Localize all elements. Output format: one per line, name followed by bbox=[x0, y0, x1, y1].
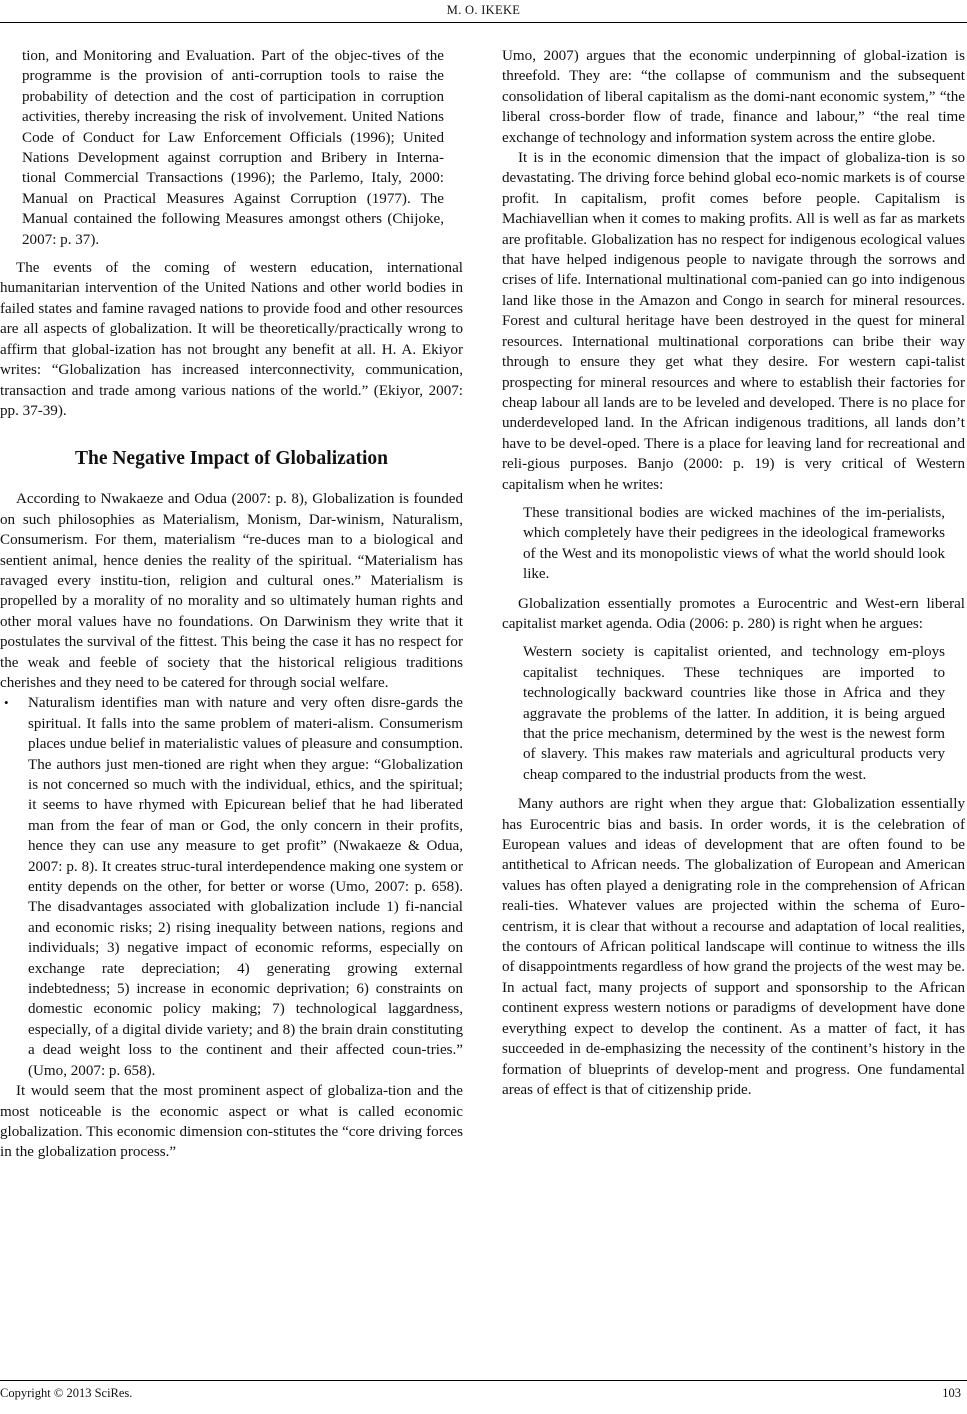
bullet-item-naturalism bbox=[0, 693, 463, 1081]
paragraph-eurocentric-bias: Many authors are right when they argue that: Globalization essentially has Eurocentric bias and basis. In order words, it is the celebration of European values and ideas of development that are often found to be antithetical to African needs. The globalization of European and American values has often played a denigrating role in the comprehension of African reali-ties. Whatever values are projected within the schema of Euro-centrism, it is clear that without a recourse and adaptation of local realities, the contours of African political landscape will continue to witness the ills of disappointments regardless of how grand the projects of the west may be. In actual fact, many projects of support and sponsorship to the African continent express western notions or paradigms of development have done everything expect to develop the continent. As a matter of fact, it has succeeded in de-emphasizing the necessity of the continent’s history in the formation of blueprints of develop-ment and progress. One fundamental areas of effect is that of citizenship pride. bbox=[502, 796, 965, 1098]
paragraph-philosophies: According to Nwakaeze and Odua (2007: p. 8), Globalization is founded on such philosophies as Materialism, Monism, Dar-winism, Naturalism, Consumerism. For them, materialism “re-duces man to a biological and sentient animal, hence denies the reality of the spiritual. “Materialism has ravaged every institu-tion, religion and cultural ones.” Materialism is propelled by a morality of no morality and so ultimately human rights and other moral values have no foundations. On Darwinism they write that it postulates the survival of the fittest. This being the case it has no respect for the weak and feeble of society that the historical religious traditions cherishes and they need to be catered for through social welfare. bbox=[0, 491, 463, 691]
page-number: 103 bbox=[942, 1386, 961, 1400]
copyright-notice: Copyright © 2013 SciRes. bbox=[0, 1386, 133, 1400]
bullet-text: Naturalism identifies man with nature and very often disre-gards the spiritual. It falls into the same problem of materi-alism. Consumerism places undue belief in materialistic values of pleasure and consumption. The authors just men-tioned are right when they argue: “Globalization is not concerned so much with the individual, ethics, and the spiritual; it seems to have rhymed with Epicurean belief that he had liberated man from the fear of man or God, the only concern in their profits, hence they can use any measure to get profit” (Nwakaeze & Odua, 2007: p. 8). It creates struc-tural interdependence making one system or entity depends on the other, for better or worse (Umo, 2007: p. 658). The disadvantages associated with globalization include 1) fi-nancial and economic risks; 2) rising inequality between nations, regions and individuals; 3) negative impact of economic reforms, especially on exchange rate depreciation; 4) generating growing external indebtedness; 5) increase in economic deprivation; 6) constraints on domestic economic policy making; 7) technological laggardness, especially, of a digital divide variety; and 8) the brain drain constituting a dead weight loss to the continent and their affected coun-tries.” (Umo, 2007: p. 658). bbox=[28, 695, 463, 1079]
paragraph-benefits: The events of the coming of western education, international humanitarian intervention of the United Nations and other world bodies in failed states and famine ravaged nations to provide food and other resources are all aspects of globalization. It will be theoretically/practically wrong to affirm that global-ization has not brought any benefit at all. H. A. Ekiyor writes: “Globalization has increased interconnectivity, communication, transaction and trade among various nations of the world.” (Ekiyor, 2007: pp. 37-39). bbox=[0, 260, 463, 419]
paragraph-threefold: Umo, 2007) argues that the economic underpinning of global-ization is threefold. They are: “the collapse of communism and the subsequent consolidation of liberal capitalism as the domi-nant economic system,” “the liberal cross-border flow of trade, finance and labour,” “the real time exchange of technology and information system across the entire globe. bbox=[502, 48, 965, 146]
block-quote-odia: Western society is capitalist oriented, and technology em-ploys capitalist techniques. These techniques are imported to technologically backward countries like those in Africa and they aggravate the problems of the latter. In addition, it is being argued that the price mechanism, determined by the west is the newest form of slavery. This makes raw materials and agricultural products very cheap compared to the industrial products from the west. bbox=[523, 644, 945, 783]
paragraph-eurocentric-agenda: Globalization essentially promotes a Eurocentric and West-ern liberal capitalist market agenda. Odia (2006: p. 280) is right when he argues: bbox=[502, 595, 965, 632]
right-column bbox=[502, 46, 965, 1100]
intro-indented-paragraph: tion, and Monitoring and Evaluation. Part of the objec-tives of the programme is the provision of anti-corruption tools to raise the probability of detection and the cost of participation in corruption activities, thereby increasing the risk of involvement. United Nations Code of Conduct for Law Enforcement Officials (1996); United Nations Development against corruption and Bribery in Interna-tional Commercial Transactions (1996); the Parlemo, Italy, 2000: Manual on Practical Measures Against Corruption (1977). The Manual contained the following Measures amongst others (Chijoke, 2007: p. 37). bbox=[22, 48, 444, 248]
running-header: M. O. IKEKE bbox=[446, 3, 521, 17]
left-column bbox=[0, 46, 463, 1163]
paragraph-economic-aspect: It would seem that the most prominent aspect of globaliza-tion and the most noticeable is the economic aspect or what is called economic globalization. This economic dimension con-stitutes the “core driving forces in the globalization process.” bbox=[0, 1083, 463, 1161]
header-divider bbox=[0, 22, 967, 23]
bullet-icon: • bbox=[4, 695, 9, 711]
footer-divider bbox=[0, 1380, 967, 1381]
block-quote-banjo: These transitional bodies are wicked machines of the im-perialists, which completely have their pedigrees in the ideological frameworks of the West and its monopolistic views of what the world should look like. bbox=[523, 504, 945, 583]
section-heading: The Negative Impact of Globalization bbox=[74, 448, 389, 470]
paragraph-economic-dimension: It is in the economic dimension that the impact of globaliza-tion is so devastating. The driving force behind global eco-nomic markets is of course profit. In capitalism, profit comes before people. Capitalism is Machiavellian when it comes to making profits. All is well as far as markets are profitable. Globalization has no respect for indigenous ecological values that have helped indigenous people to navigate through the sorrows and crises of life. International multinational com-panied can go into indigenous land like those in the Amazon and Congo in search for mineral resources. Forest and cultural heritage have been destroyed in the quest for mineral resources. International multinational corporations can bribe their way through to ensure they get what they desire. For western capi-talist prospecting for mineral resources and where to establish their factories for cheap labour all lands are to be leveled and developed. There is no place for underdeveloped land. In the African indigenous traditions, all lands don’t have to be devel-oped. There is a place for leaving land for recreational and reli-gious purposes. Banjo (2000: p. 19) is very critical of Western capitalism when he writes: bbox=[502, 150, 965, 493]
